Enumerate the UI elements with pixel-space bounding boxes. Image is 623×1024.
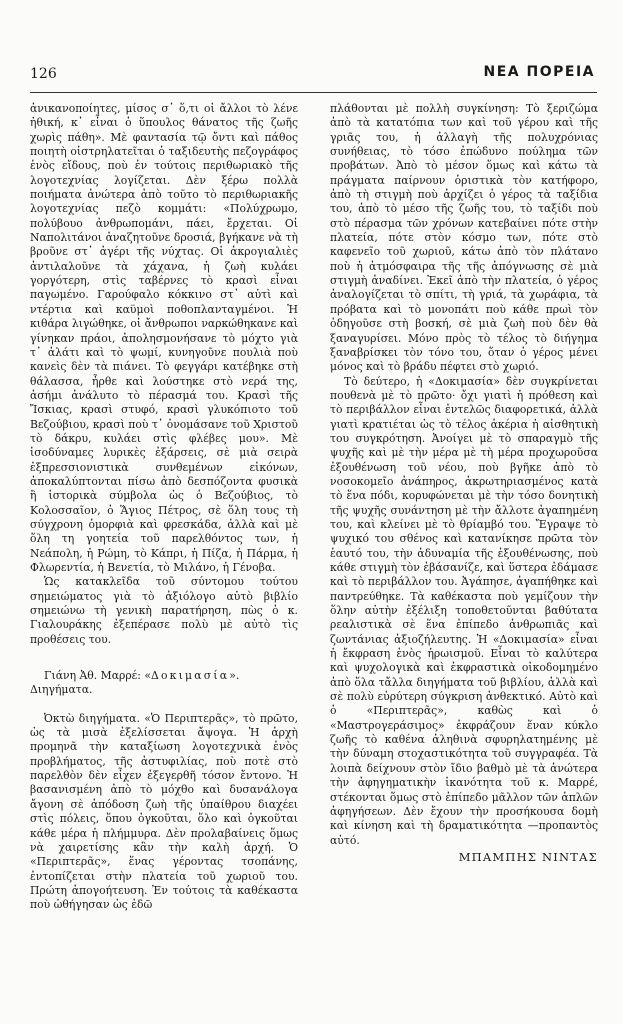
left-paragraph-1: ἀνικανοποίητες, μίσος σ᾽ ὅ,τι οἱ ἄλλοι τὸ λένε ἠθική, κ᾽ εἶναι ὁ ὕπουλος θάνατος τῆς ζωῆς χωρὶς πάθη». Μὲ φαντασία τῷ ὄντι καὶ πάθος ποιητὴ οἰστρηλατεῖται ὁ ταξιδευτὴς πεζογράφος ἑνὸς εἴδους, ποὺ ἐν τούτοις περιθωριακὸ τῆς λογοτεχνίας λογίζεται. Δὲν ξέρω πολλὰ ποιήματα ἀνώτερα ἀπὸ τοῦτο τὸ περιθωριακῆς λογοτεχνίας πεζὸ κομμάτι: «Πολύχρωμο, πολύβουο ἀνθρωπομάνι, πάει, ἔρχεται. Οἱ Ναπολιτάνοι ἀναζητοῦνε δροσιά, βγήκανε νὰ τὴ βροῦνε στ᾽ ἀγέρι τῆς νύχτας. Οἱ ἀκρογιαλιὲς ἀντιλαλοῦνε τὰ χάχανα, ἡ ζωὴ κυλάει γοργότερη, στὶς ταβέρνες τὸ κρασὶ εἶναι παγωμένο. Γαρούφαλο κόκκινο στ᾽ αὐτὶ καὶ ντέρτια καὶ καϋμοὶ ποθοπλανταγμένοι. Ἡ κιθάρα λιγώθηκε, οἱ ἄνθρωποι ναρκώθηκανε καὶ γίνηκαν πράοι, ἀπολησμονήσανε τὸ μόχτο γιὰ τ᾽ ἁλάτι καὶ τὸ ψωμί, κυνηγοῦνε πουλιὰ ποὺ κανεὶς δὲν τὰ πιάνει. Τὸ φεγγάρι κατέβηκε στὴ θάλασσα, ἦρθε καὶ λούστηκε στὸ νερά της, ἀσήμι ἀνάλυτο τὸ πέρασμά του. Κρασὶ τῆς Ἴσκιας, κρασὶ στυφό, κρασὶ γλυκόπιοτο τοῦ Βεζούβιου, κρασὶ ποὺ τ᾽ ὀνομάσανε τοῦ Χριστοῦ τὸ δάκρυ, κυλάει στὶς φλέβες μου». Μὲ ἰσοδύναμες λυρικὲς ἐξάρσεις, σὲ μιὰ σειρὰ ἐξπρεσσιονιστικὰ συνθεμένων εἰκόνων, ἀποκαλύπτονται πίσω ἀπὸ δεσπόζοντα φυσικὰ ἢ ἱστορικὰ σύμβολα ὡς ὁ Βεζούβιος, τὸ Κολοσσαῖον, ὁ Ἅγιος Πέτρος, σὲ ὅλη τους τὴ σύγχρονη ὁμορφιὰ καὶ φρεσκάδα, ἀλλὰ καὶ μὲ ὅλη τη γοητεία τοῦ παρελθόντος των, ἡ Νεάπολη, ἡ Ρώμη, τὸ Κάπρι, ἡ Πίζα, ἡ Πάρμα, ἡ Φλωρεντία, ἡ Βενετία, τὸ Μιλάνο, ἡ Γένοβα.	[30, 102, 298, 574]
left-paragraph-3: Ὀκτὼ διηγήματα. «Ὁ Περιπτερᾶς», τὸ πρῶτο, ὡς τὰ μισὰ ἐξελίσσεται ἄψογα. Ἡ ἀρχὴ προμηνᾶ τὴν καταξίωση λογοτεχνικὰ ἑνὸς προβλήματος, τῆς ἀστυφιλίας, ποὺ ποτὲ στὸ παρελθὸν δὲν εἶχεν ἐξεγερθῆ τόσον ἔντονο. Ἡ βασανισμένη ἀπὸ τὸ μόχθο καὶ δυσανάλογα ἄγονη σὲ ἀπόδοση ζωὴ τῆς ὑπαίθρου διαχέει στὶς πόλεις, ὅπου ὀγκοῦται, ὅλο καὶ ὀγκοῦται κάθε μέρα ἡ πλήμμυρα. Δὲν προλαβαίνεις ὅμως νὰ χαιρετίσης κἂν τὴν καλὴ ἀρχή. Ὁ «Περιπτερᾶς», ἕνας γέροντας τσοπάνης, ἐντοπίζεται στὴν πλατεία τοῦ χωριοῦ του. Πρώτη ἀπογοήτευση. Ἐν τούτοις τὰ καθέκαστα ποὺ ὠθήγησαν ὡς ἐδῶ	[30, 711, 298, 912]
header-rule	[30, 92, 597, 93]
right-paragraph-1: πλάθονται μὲ πολλὴ συγκίνηση: Τὸ ξεριζώμα ἀπὸ τὰ κατατόπια των καὶ τοῦ γέρου καὶ τῆς γριᾶς του, ἡ ἀλλαγὴ τῆς πολυχρόνιας συνήθειας, τὸ τόσο ἐπώδυνο πούλημα τῶν προβάτων. Ἀπὸ τὸ μέσον ὅμως καὶ κάτω τὰ πράγματα παίρνουν ὁριστικὰ τὸν κατήφορο, ἀπὸ τὴ στιγμὴ ποὺ ἀρχίζει ὁ γέρος τὰ ταξίδια του, ἀπὸ τὸ μέσο τῆς ζωῆς του, τὸ ταξίδι ποὺ στὸ πέρασμα τῶν χρόνων κατεβαίνει πότε στὴν πλατεία, πότε στὸν κόσμο των, πότε στὸ καφενεῖο τοῦ χωριοῦ, κάτω ἀπὸ τὸν πλάτανο ποὺ ἡ ἀτμόσφαιρα τῆς τῆς ἀπόγνωσης σὲ μιὰ στιγμὴ ἀναδίνει. Ἐκεῖ ἀπὸ τὴν πλατεία, ὁ γέρος ἀναλογίζεται τὸ σπίτι, τὴ γριά, τὰ χωράφια, τὰ πρόβατα καὶ τὸ μονοπάτι ποὺ κάθε πρωὶ τὸν ὁδηγοῦσε στὴ βοσκή, σὲ μιὰ ζωὴ ποὺ δὲν θὰ ξαναγυρίσει. Μόνο πρὸς τὸ τέλος τὸ διήγημα ξαναβρίσκει τὸν τόνο του, ὅταν ὁ γέρος μένει μόνος καὶ τὸ βράδυ πέφτει στὸ χωριό.	[330, 102, 598, 374]
review-heading-book: Δοκιμασία	[150, 669, 230, 683]
review-heading-close: ».	[229, 669, 240, 683]
review-heading-author: Γιάνη Ἀθ. Μαρρέ:	[44, 669, 141, 683]
journal-title: ΝΕΑ ΠΟΡΕΙΑ	[483, 64, 595, 80]
page-header	[30, 62, 595, 84]
review-heading	[30, 669, 298, 683]
left-column	[30, 102, 298, 913]
review-heading-genre: Διηγήματα.	[30, 683, 93, 697]
right-column	[330, 102, 598, 864]
author-signature: ΜΠΑΜΠΗΣ ΝΙΝΤΑΣ	[458, 849, 598, 864]
right-paragraph-2: Τὸ δεύτερο, ἡ «Δοκιμασία» δὲν συγκρίνεται πουθενὰ μὲ τὸ πρῶτο· ὄχι γιατὶ ἡ πρόθεση καὶ τὸ περιβάλλον εἶναι ἐντελῶς διαφορετικά, ἀλλὰ γιατὶ κρατιέται ὡς τὸ τέλος ἀκέρια ἡ αἰσθητικὴ του συγκρότηση. Ἀνοίγει μὲ τὸ σπαραγμὸ τῆς ψυχῆς καὶ μὲ τὴν μέρα μὲ τὴ μέρα προχωροῦσα ἐξουθένωση τοῦ νέου, ποὺ βγῆκε ἀπὸ τὸ νοσοκομεῖο ἀνάπηρος, ἀκρωτηριασμένος κατὰ τὸ ἕνα πόδι, κορυφώνεται μὲ τὴν τόσο δονητικὴ τῆς ψυχῆς συνάντηση μὲ τὴν ἄλλοτε ἀγαπημένη του, καὶ κλείνει μὲ τὸ θρίαμβό του. Ἔγραψε τὸ ψυχικό του σθένος καὶ κατανίκησε πρῶτα τὸν ἑαυτό του, τὴν ἀδυναμία τῆς ἐξουθένωσης, ποὺ κάθε στιγμὴ τὸν ἐβάσανίζε, καὶ ὕστερα ἐδάμασε καὶ τὸ περιβάλλον του. Ἀγάπησε, ἀγαπήθηκε καὶ παντρεύθηκε. Τὰ καθέκαστα ποὺ γεμίζουν τὴν ὅλην αὐτὴν ἐξέλιξη τοποθετοῦνται βαθύτατα ρεαλιστικὰ σὲ ἕνα ἐπίπεδο ἀνθρωπιᾶς καὶ ζωντάνιας ἀξιοζήλευτης. Ἡ «Δοκιμασία» εἶναι ἡ ἔκφραση ἑνὸς ἡρωισμοῦ. Εἶναι τὸ καλύτερα καὶ ψυχολογικὰ καὶ ἐκφραστικὰ οἰκοδομημένο ἀπὸ ὅλα τἄλλα διηγήματα τοῦ βιβλίου, ἀλλὰ καὶ σὲ πολὺ εὐρύτερη σύγκριση ἀνθεκτικό. Αὐτὸ καὶ ὁ «Περιπτερᾶς», καθὼς καὶ ὁ «Μαστρογεράσιμος» ἐκφράζουν ἕναν κύκλο ζωῆς τὸ καθένα ἀληθινὰ σφυρηλατημένης μὲ τὴν δύναμη στοχαστικότητα τοῦ συγγραφέα. Τὰ λοιπὰ δείχνουν στὸν ἴδιο βαθμὸ μὲ τὰ ἀνώτερα τὴν ἀφηγηματικὴν ἱκανότητα τοῦ κ. Μαρρέ, στέκονται ὅμως στὸ ἐπίπεδο μᾶλλον τῶν ἁπλῶν ἀφηγήσεων. Δὲν ἔχουν τὴν προσήκουσα δομὴ καὶ κίνηση καὶ τὴ δραματικότητα —προπαντὸς αὐτό.	[330, 374, 598, 847]
left-paragraph-2: Ὡς κατακλεῖδα τοῦ σύντομου τούτου σημειώματος γιὰ τὸ ἀξιόλογο αὐτὸ βιβλίο σημειώνω τὴ γενικὴ παρατήρηση, πὼς ὁ κ. Γιαλουράκης ἐξεπέρασε πολὺ μὲ αὐτὸ τὶς προθέσεις του.	[30, 575, 298, 646]
section-gap-2	[30, 698, 298, 712]
page-number: 126	[30, 66, 57, 82]
review-heading-open: «	[144, 669, 151, 683]
section-gap	[30, 647, 298, 669]
